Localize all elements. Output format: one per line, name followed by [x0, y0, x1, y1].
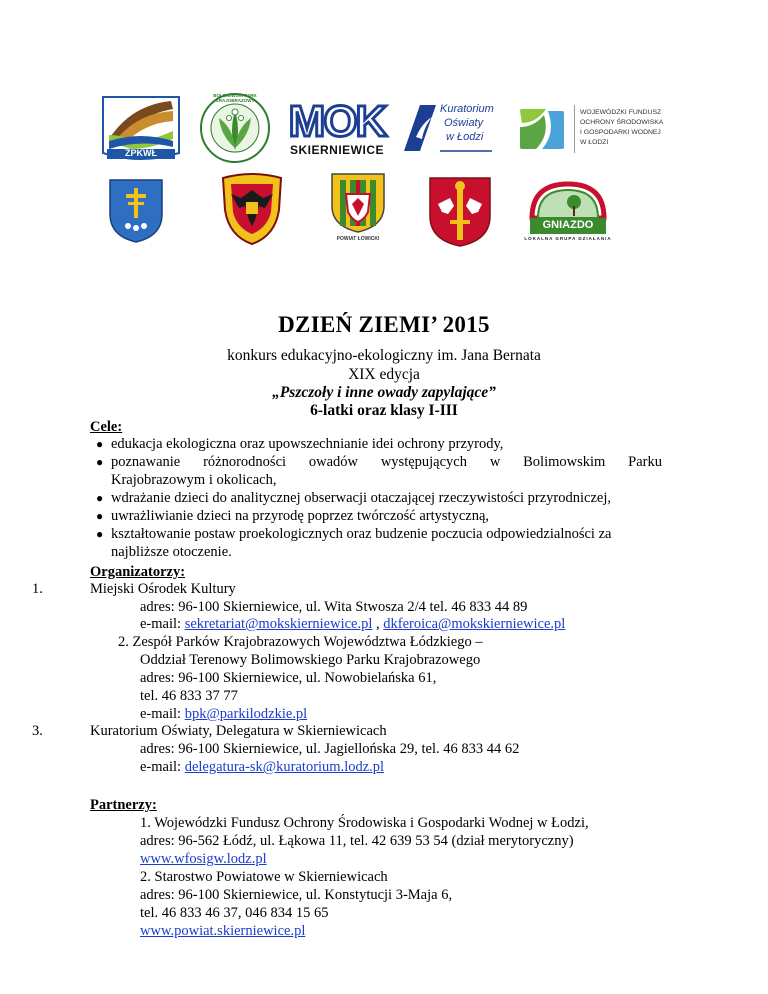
email-label: e-mail:: [140, 616, 185, 632]
zpkwl-logo-text: ZPKWŁ: [125, 148, 157, 158]
organizer-3-address: adres: 96-100 Skierniewice, ul. Jagiellońska 29, tel. 46 833 44 62: [140, 741, 520, 757]
goal-item-3: wdrażanie dzieci do analitycznej obserwacji otaczającej rzeczywistości przyrodniczej,: [111, 490, 611, 506]
goal-word: Parku: [628, 454, 662, 470]
goal-item-4: uwrażliwianie dzieci na przyrodę poprzez twórczość artystyczną,: [111, 508, 490, 524]
goal-item-5-cont: najbliższe otoczenie.: [111, 544, 232, 560]
goal-word: w: [489, 454, 501, 470]
organizer-2-branch: Oddział Terenowy Bolimowskiego Parku Krajobrazowego: [140, 652, 481, 668]
goal-word: owadów: [308, 454, 358, 470]
gniazdo-logo: [524, 180, 612, 244]
goal-item-2: [111, 453, 662, 471]
organizer-2-address: adres: 96-100 Skierniewice, ul. Nowobielańska 61,: [140, 670, 437, 686]
organizer-1-email-line: [140, 615, 565, 633]
gniazdo-logo-text: GNIAZDO: [542, 219, 594, 231]
organizer-1-name: Miejski Ośrodek Kultury: [90, 581, 236, 597]
wfosigw-logo-line4: W ŁODZI: [580, 139, 609, 146]
wfosigw-logo: [516, 105, 678, 155]
goal-word: Bolimowskim: [523, 454, 606, 470]
organizer-1-address: adres: 96-100 Skierniewice, ul. Wita Stwosza 2/4 tel. 46 833 44 89: [140, 599, 528, 615]
goal-word: różnorodności: [203, 454, 287, 470]
organizer-2-name: 2. Zespół Parków Krajobrazowych Województwa Łódzkiego –: [118, 634, 483, 650]
bullet-icon: ●: [96, 509, 104, 523]
email-label: e-mail:: [140, 706, 185, 722]
organizer-2-email-link[interactable]: bpk@parkilodzkie.pl: [184, 706, 308, 722]
goal-item-1: edukacja ekologiczna oraz upowszechnianie idei ochrony przyrody,: [111, 436, 504, 452]
organizer-3-email-line: [140, 758, 384, 776]
goal-item-5: kształtowanie postaw proekologicznych oraz budzenie poczucia odpowiedzialności za: [111, 526, 612, 542]
mok-logo: [284, 97, 390, 161]
skierniewice-coat-of-arms: [108, 178, 164, 244]
wfosigw-logo-line3: I GOSPODARKI WODNEJ: [580, 129, 661, 136]
powiat-lowicki-coat-of-arms: [330, 172, 386, 246]
organizer-1-email-link-1[interactable]: sekretariat@mokskierniewice.pl: [184, 616, 373, 632]
page-title: DZIEŃ ZIEMI’ 2015: [278, 312, 490, 337]
bolimowski-park-logo-text: BOLIMOWSKI PARK KRAJOBRAZOWY: [213, 93, 257, 103]
organizers-heading: Organizatorzy:: [90, 564, 186, 580]
mok-logo-subtitle: SKIERNIEWICE: [289, 143, 384, 157]
kuratorium-logo-line1: Kuratorium: [440, 103, 494, 115]
contest-edition: XIX edycja: [348, 366, 420, 383]
email-separator: ,: [372, 616, 384, 632]
partner-1-name: 1. Wojewódzki Fundusz Ochrony Środowiska i Gospodarki Wodnej w Łodzi,: [140, 815, 589, 831]
bullet-icon: ●: [96, 455, 104, 469]
partner-2-phone: tel. 46 833 46 37, 046 834 15 65: [140, 905, 329, 921]
bullet-icon: ●: [96, 437, 104, 451]
contest-audience: 6-latki oraz klasy I-III: [310, 402, 458, 419]
kuratorium-logo: [402, 103, 494, 153]
powiat-skierniewicki-coat-of-arms: [428, 176, 492, 248]
gniazdo-logo-subtitle: LOKALNA GRUPA DZIAŁANIA: [524, 236, 612, 241]
zpkwl-logo: [101, 95, 181, 163]
bullet-icon: ●: [96, 491, 104, 505]
partners-heading: Partnerzy:: [90, 797, 157, 813]
contest-theme: „Pszczoły i inne owady zapylające”: [272, 384, 496, 401]
organizer-1-email-link-2[interactable]: dkferoica@mokskierniewice.pl: [383, 616, 566, 632]
wfosigw-logo-line2: OCHRONY ŚRODOWISKA: [580, 119, 664, 126]
bolimowski-park-logo: [199, 92, 271, 164]
email-label: e-mail:: [140, 759, 185, 775]
goal-word: występujących: [380, 454, 467, 470]
organizer-2-phone: tel. 46 833 37 77: [140, 688, 238, 704]
bullet-icon: ●: [96, 527, 104, 541]
partner-1-address: adres: 96-562 Łódź, ul. Łąkowa 11, tel. 42 639 53 54 (dział merytoryczny): [140, 833, 574, 849]
partner-2-address: adres: 96-100 Skierniewice, ul. Konstytucji 3-Maja 6,: [140, 887, 453, 903]
organizer-3-email-link[interactable]: delegatura-sk@kuratorium.lodz.pl: [184, 759, 385, 775]
organizer-2-email-line: [140, 705, 307, 723]
goal-item-2-cont: Krajobrazowym i okolicach,: [111, 472, 277, 488]
partner-1-website-link[interactable]: www.wfosigw.lodz.pl: [140, 851, 267, 867]
goals-heading: Cele:: [90, 419, 123, 435]
eagle-coat-of-arms: [219, 170, 285, 246]
organizer-number-1: 1.: [32, 581, 43, 597]
kuratorium-logo-line2: Oświaty: [444, 117, 484, 129]
mok-logo-text: MOK: [288, 97, 386, 146]
wfosigw-logo-line1: WOJEWÓDZKI FUNDUSZ: [580, 109, 662, 116]
partner-2-name: 2. Starostwo Powiatowe w Skierniewicach: [140, 869, 388, 885]
goal-word: poznawanie: [111, 454, 181, 470]
kuratorium-logo-line3: w Łodzi: [446, 131, 484, 143]
organizer-3-name: Kuratorium Oświaty, Delegatura w Skierniewicach: [90, 723, 387, 739]
contest-subtitle: konkurs edukacyjno-ekologiczny im. Jana Bernata: [227, 347, 541, 364]
partner-2-website-link[interactable]: www.powiat.skierniewice.pl: [140, 923, 306, 939]
powiat-lowicki-text: POWIAT ŁOWICKI: [336, 236, 380, 242]
organizer-number-3: 3.: [32, 723, 43, 739]
